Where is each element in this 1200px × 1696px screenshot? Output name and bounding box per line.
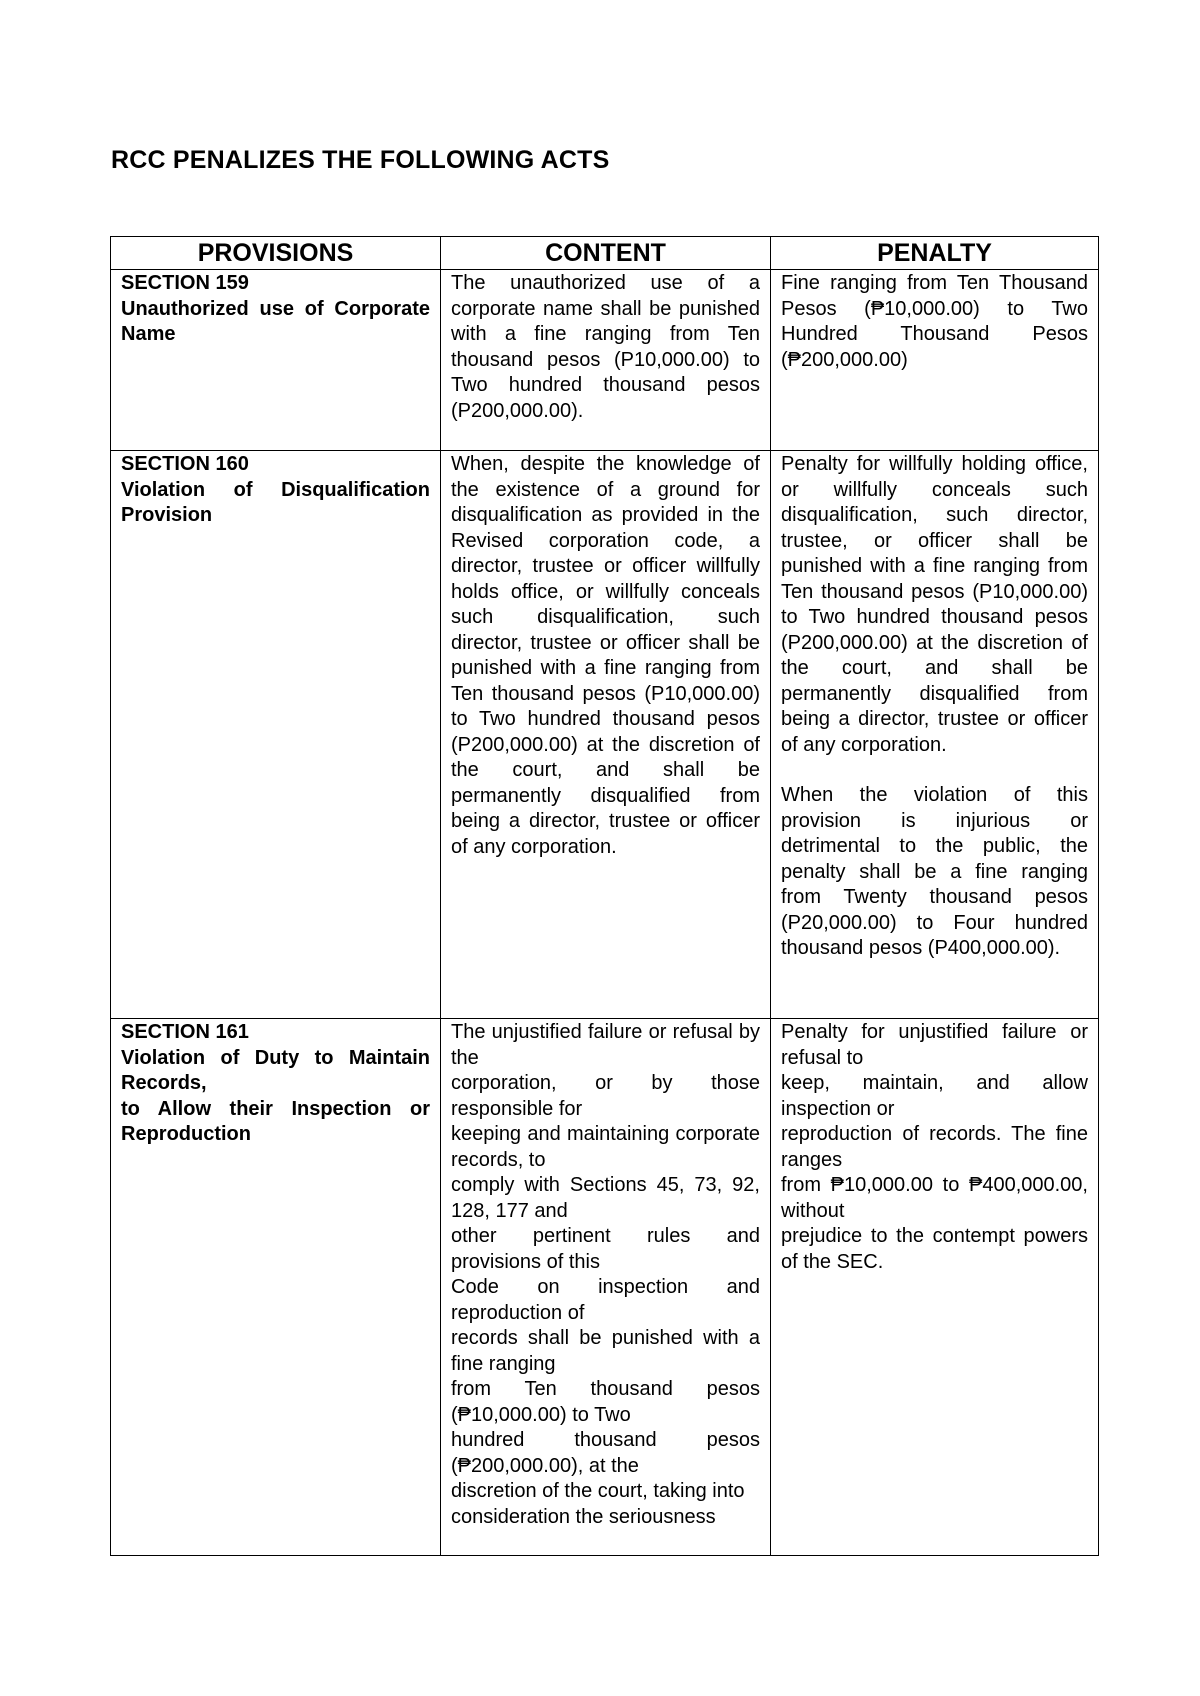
- penalty-line: reproduction of records. The fine ranges: [781, 1123, 1088, 1171]
- content-line: records shall be punished with a fine ranging: [451, 1327, 760, 1375]
- content-cell: [441, 1019, 771, 1556]
- content-line: other pertinent rules and provisions of this: [451, 1225, 760, 1273]
- content-cell: [441, 451, 771, 1019]
- penalties-table: [110, 236, 1099, 1556]
- penalty-line: prejudice to the contempt powers of the SEC.: [781, 1225, 1088, 1273]
- provision-cell: [111, 270, 441, 451]
- provision-cell: [111, 451, 441, 1019]
- provision-title: Violation of Disqualification Provision: [121, 478, 430, 526]
- provision-title: Unauthorized use of Corporate Name: [121, 297, 430, 345]
- content-line: Code on inspection and reproduction of: [451, 1276, 760, 1324]
- provision-title-line: to Allow their Inspection or Reproduction: [121, 1097, 430, 1145]
- penalty-paragraph-2: When the violation of this provision is injurious or detrimental to the public, the penalty shall be a fine ranging from Twenty thousand pesos (P20,000.00) to Four hundred thousand pesos (P400,000.00).: [781, 784, 1088, 959]
- section-number: SECTION 161: [121, 1021, 249, 1043]
- content-line: from Ten thousand pesos (₱10,000.00) to Two: [451, 1378, 760, 1426]
- header-provisions: PROVISIONS: [111, 237, 441, 270]
- content-text: The unauthorized use of a corporate name shall be punished with a fine ranging from Ten thousand pesos (P10,000.00) to Two hundred thousand pesos (P200,000.00).: [451, 272, 760, 422]
- table-row: [111, 1019, 1099, 1556]
- penalty-text: Fine ranging from Ten Thousand Pesos (₱10,000.00) to Two Hundred Thousand Pesos (₱200,000.00): [781, 272, 1088, 371]
- section-number: SECTION 159: [121, 272, 249, 294]
- content-line: discretion of the court, taking into: [451, 1480, 745, 1502]
- penalty-cell: [771, 1019, 1099, 1556]
- content-line: consideration the seriousness: [451, 1505, 716, 1528]
- penalty-line: keep, maintain, and allow inspection or: [781, 1072, 1088, 1120]
- penalty-line: Penalty for unjustified failure or refusal to: [781, 1021, 1088, 1069]
- header-penalty: PENALTY: [771, 237, 1099, 270]
- content-line: comply with Sections 45, 73, 92, 128, 177 and: [451, 1174, 760, 1222]
- provision-title-line: Violation of Duty to Maintain Records,: [121, 1046, 430, 1094]
- content-line: hundred thousand pesos (₱200,000.00), at the: [451, 1429, 760, 1477]
- header-content: CONTENT: [441, 237, 771, 270]
- table-row: [111, 451, 1099, 1019]
- content-line: The unjustified failure or refusal by the: [451, 1021, 760, 1069]
- section-number: SECTION 160: [121, 453, 249, 475]
- document-title: RCC PENALIZES THE FOLLOWING ACTS: [111, 146, 610, 174]
- paragraph-gap: [781, 758, 1088, 783]
- penalty-cell: [771, 270, 1099, 451]
- content-line: keeping and maintaining corporate records, to: [451, 1123, 760, 1171]
- penalty-paragraph-1: Penalty for willfully holding office, or willfully conceals such disqualification, such director, trustee, or officer shall be punished with a fine ranging from Ten thousand pesos (P10,000.00) to Two hundred thousand pesos (P200,000.00) at the discretion of the court, and shall be permanently disqualified from being a director, trustee or officer of any corporation.: [781, 453, 1088, 756]
- content-line: corporation, or by those responsible for: [451, 1072, 760, 1120]
- table-row: [111, 270, 1099, 451]
- content-cell: [441, 270, 771, 451]
- provision-cell: [111, 1019, 441, 1556]
- penalty-cell: [771, 451, 1099, 1019]
- penalty-line: from ₱10,000.00 to ₱400,000.00, without: [781, 1174, 1088, 1222]
- table-header-row: [111, 237, 1099, 270]
- content-text: When, despite the knowledge of the existence of a ground for disqualification as provided in the Revised corporation code, a director, trustee or officer willfully holds office, or willfully conceals such disqualification, such director, trustee or officer shall be punished with a fine ranging from Ten thousand pesos (P10,000.00) to Two hundred thousand pesos (P200,000.00) at the discretion of the court, and shall be permanently disqualified from being a director, trustee or officer of any corporation.: [451, 453, 760, 858]
